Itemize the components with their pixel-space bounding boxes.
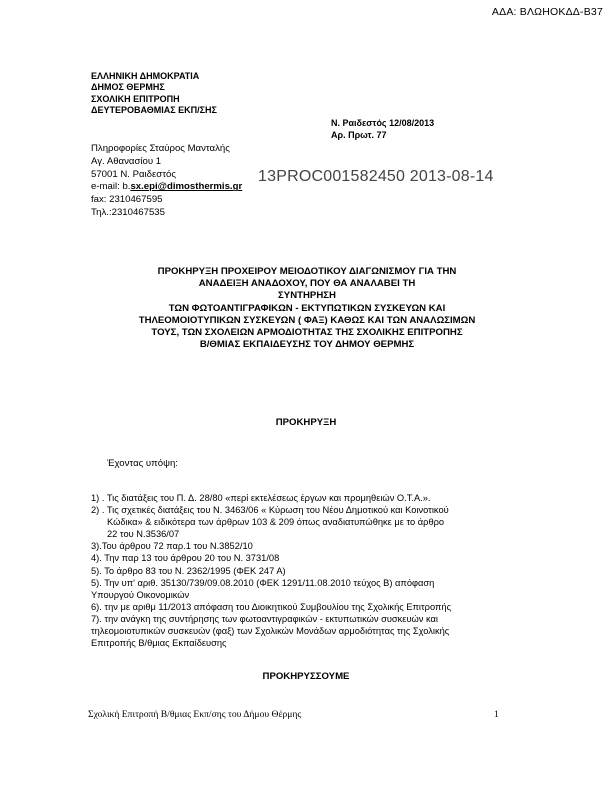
considerations-list bbox=[91, 492, 523, 649]
contact-fax: fax: 2310467595 bbox=[91, 194, 163, 206]
list-item-line: 1) . Τις διατάξεις του Π. Δ. 28/80 «περί εκτελέσεως έργων και προμηθειών Ο.Τ.Α.». bbox=[91, 493, 431, 503]
title-line: ΤΗΛΕΟΜΟΙΟΤΥΠΙΚΩΝ ΣΥΣΚΕΥΩΝ ( ΦΑΞ) ΚΑΘΩΣ ΚΑΙ ΤΩΝ ΑΝΑΛΩΣΙΜΩΝ bbox=[138, 314, 476, 326]
section-heading: ΠΡΟΚΗΡΥΞΗ bbox=[275, 417, 337, 428]
page-number: 1 bbox=[494, 709, 499, 720]
contact-email bbox=[91, 181, 242, 194]
list-item-line: 4). Την παρ 13 του άρθρου 20 του Ν. 3731/08 bbox=[91, 553, 280, 564]
list-item-line: 7). την ανάγκη της συντήρησης των φωτοαντιγραφικών - εκτυπωτικών συσκευών και bbox=[91, 613, 438, 624]
title-line: ΑΝΑΔΕΙΞΗ ΑΝΑΔΟΧΟΥ, ΠΟΥ ΘΑ ΑΝΑΛΑΒΕΙ ΤΗ bbox=[198, 278, 416, 290]
list-item bbox=[91, 565, 523, 577]
date-line: Ν. Ραιδεστός 12/08/2013 bbox=[331, 118, 435, 128]
contact-phone: Τηλ.:2310467535 bbox=[91, 206, 165, 218]
list-item bbox=[91, 577, 523, 601]
list-item bbox=[91, 504, 523, 540]
protocol-line: Αρ. Πρωτ. 77 bbox=[331, 130, 387, 140]
list-item-line: 5). Το άρθρο 83 του Ν. 2362/1995 (ΦΕΚ 247 Α) bbox=[91, 565, 286, 576]
title-line: ΣΥΝΤΗΡΗΣΗ bbox=[278, 290, 336, 302]
title-line: ΤΟΥΣ, ΤΩΝ ΣΧΟΛΕΙΩΝ ΑΡΜΟΔΙΟΤΗΤΑΣ ΤΗΣ ΣΧΟΛΙΚΗΣ ΕΠΙΤΡΟΠΗΣ bbox=[151, 327, 463, 339]
letterhead-line: ΕΛΛΗΝΙΚΗ ΔΗΜΟΚΡΑΤΙΑ bbox=[91, 71, 200, 81]
letterhead-line: ΔΗΜΟΣ ΘΕΡΜΗΣ bbox=[91, 82, 165, 93]
title-line: Β/ΘΜΙΑΣ ΕΚΠΑΙΔΕΥΣΗΣ ΤΟΥ ΔΗΜΟΥ ΘΕΡΜΗΣ bbox=[199, 339, 415, 351]
contact-city: 57001 Ν. Ραιδεστός bbox=[91, 168, 176, 180]
list-item-continuation: Επιτροπής Β/θμιας Εκπαίδευσης bbox=[91, 638, 227, 649]
list-item bbox=[91, 540, 523, 552]
list-item-line: 3).Του άρθρου 72 παρ.1 του Ν.3852/10 bbox=[91, 541, 253, 552]
procurement-stamp: 13PROC001582450 2013-08-14 bbox=[258, 168, 494, 185]
list-item bbox=[91, 613, 523, 649]
date-protocol-block bbox=[331, 117, 434, 141]
email-link[interactable]: sx.epi@dimosthermis.gr bbox=[130, 181, 243, 193]
letterhead-line: ΔΕΥΤΕΡΟΒΑΘΜΙΑΣ ΕΚΠ/ΣΗΣ bbox=[91, 105, 217, 116]
list-item bbox=[91, 601, 523, 613]
contact-info: Πληροφορίες Σταύρος Μανταλής bbox=[91, 143, 230, 154]
contact-address: Αγ. Αθανασίου 1 bbox=[91, 155, 162, 167]
considering-label: Έχοντας υπόψη: bbox=[107, 458, 178, 469]
proclaim-heading: ΠΡΟΚΗΡΥΣΣΟΥΜΕ bbox=[262, 671, 350, 682]
ada-code: ΑΔΑ: ΒΛΩΗΟΚΔΔ-Β37 bbox=[491, 6, 603, 18]
letterhead-line: ΣΧΟΛΙΚΗ ΕΠΙΤΡΟΠΗ bbox=[91, 93, 180, 104]
list-item-continuation: τηλεομοιοτυπικών συσκευών (φαξ) των Σχολικών Μονάδων αρμοδιότητας της Σχολικής bbox=[91, 626, 450, 637]
email-prefix: e-mail: b. bbox=[91, 181, 131, 193]
list-item-continuation: 22 του Ν.3536/07 bbox=[107, 529, 180, 540]
list-item-continuation: Υπουργού Οικονομικών bbox=[91, 589, 190, 600]
title-line: ΠΡΟΚΗΡΥΞΗ ΠΡΟΧΕΙΡΟΥ ΜΕΙΟΔΟΤΙΚΟΥ ΔΙΑΓΩΝΙΣΜΟΥ ΓΙΑ ΤΗΝ bbox=[157, 266, 457, 277]
list-item-line: 6). την με αριθμ 11/2013 απόφαση του Διοικητικού Συμβουλίου της Σχολικής Επιτροπής bbox=[91, 601, 452, 612]
footer-text: Σχολική Επιτροπή Β/θμιας Εκπ/σης του Δήμου Θέρμης bbox=[88, 709, 302, 720]
list-item-line: 2) . Τις σχετικές διατάξεις του Ν. 3463/06 « Κύρωση του Νέου Δημοτικού και Κοινοτικού bbox=[91, 505, 449, 516]
list-item-line: 5). Την υπ' αριθ. 35130/739/09.08.2010 (ΦΕΚ 1291/11.08.2010 τεύχος Β) απόφαση bbox=[91, 577, 435, 588]
title-line: ΤΩΝ ΦΩΤΟΑΝΤΙΓΡΑΦΙΚΩΝ - ΕΚΤΥΠΩΤΙΚΩΝ ΣΥΣΚΕΥΩΝ ΚΑΙ bbox=[168, 302, 446, 314]
contact-block bbox=[91, 143, 242, 220]
list-item bbox=[91, 552, 523, 564]
list-item bbox=[91, 492, 523, 504]
list-item-continuation: Κώδικα» & ειδικότερα των άρθρων 103 & 209 όπως αναδιατυπώθηκε με το άρθρο bbox=[107, 517, 445, 528]
document-title bbox=[82, 266, 532, 351]
letterhead bbox=[91, 71, 217, 117]
